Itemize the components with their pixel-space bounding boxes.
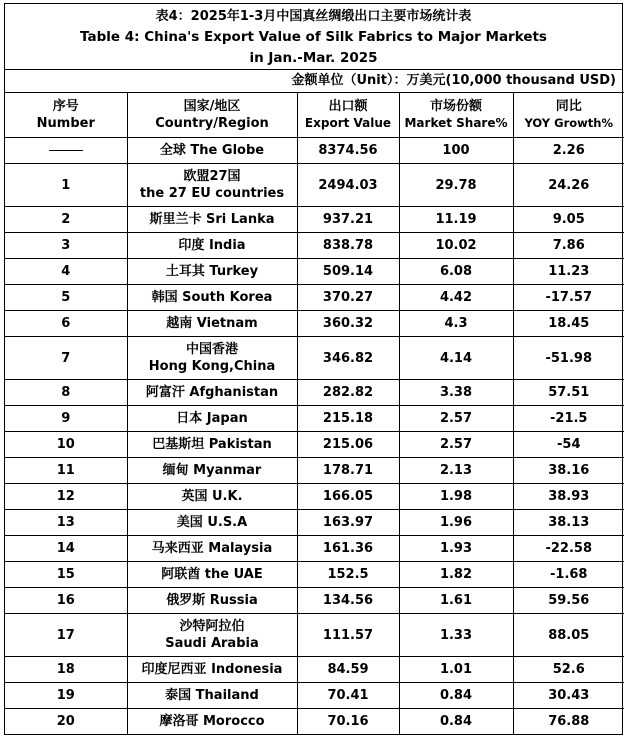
country-name-line: 全球 The Globe	[159, 143, 265, 158]
cell-yoy: 57.51	[513, 380, 624, 406]
country-name-line: 土耳其 Turkey	[165, 264, 259, 279]
cell-yoy: 11.23	[513, 259, 624, 285]
country-name-line: 英国 U.K.	[181, 489, 243, 504]
table-row	[5, 406, 624, 432]
header-share	[399, 93, 513, 138]
cell-number: 1	[5, 164, 127, 207]
cell-export: 215.18	[297, 406, 399, 432]
cell-country	[127, 207, 297, 233]
cell-yoy: -21.5	[513, 406, 624, 432]
table-row	[5, 380, 624, 406]
cell-share: 10.02	[399, 233, 513, 259]
cell-yoy: 30.43	[513, 683, 624, 709]
cell-country	[127, 588, 297, 614]
cell-number: 19	[5, 683, 127, 709]
export-table	[5, 92, 624, 734]
cell-country	[127, 311, 297, 337]
table-row	[5, 432, 624, 458]
cell-country	[127, 138, 297, 164]
cell-number: 9	[5, 406, 127, 432]
cell-share: 1.33	[399, 614, 513, 657]
country-name-line: 泰国 Thailand	[165, 688, 259, 703]
cell-yoy: -1.68	[513, 562, 624, 588]
cell-export: 509.14	[297, 259, 399, 285]
table-row	[5, 683, 624, 709]
header-share-zh: 市场份额	[429, 99, 482, 114]
country-name-line: Hong Kong,China	[148, 359, 276, 374]
country-name-line: 巴基斯坦 Pakistan	[152, 437, 272, 452]
cell-number: 7	[5, 337, 127, 380]
title-block	[5, 4, 622, 69]
cell-export: 370.27	[297, 285, 399, 311]
cell-share: 3.38	[399, 380, 513, 406]
cell-share: 11.19	[399, 207, 513, 233]
header-country	[127, 93, 297, 138]
cell-number: 5	[5, 285, 127, 311]
cell-number: 6	[5, 311, 127, 337]
cell-country	[127, 484, 297, 510]
cell-country	[127, 337, 297, 380]
cell-country	[127, 380, 297, 406]
cell-country	[127, 683, 297, 709]
cell-export: 8374.56	[297, 138, 399, 164]
table-row	[5, 138, 624, 164]
table-row	[5, 536, 624, 562]
header-number	[5, 93, 127, 138]
cell-export: 838.78	[297, 233, 399, 259]
header-share-en: Market Share%	[404, 116, 508, 130]
table-row	[5, 510, 624, 536]
cell-export: 70.16	[297, 709, 399, 735]
title-chinese: 表4：2025年1-3月中国真丝绸缎出口主要市场统计表	[155, 9, 472, 24]
country-name-line: 美国 U.S.A	[176, 515, 248, 530]
cell-share: 2.57	[399, 406, 513, 432]
cell-number: 10	[5, 432, 127, 458]
cell-share: 1.98	[399, 484, 513, 510]
cell-yoy: 76.88	[513, 709, 624, 735]
cell-export: 166.05	[297, 484, 399, 510]
cell-export: 346.82	[297, 337, 399, 380]
header-country-en: Country/Region	[155, 116, 269, 131]
cell-export: 2494.03	[297, 164, 399, 207]
cell-share: 4.3	[399, 311, 513, 337]
country-name-line: 阿富汗 Afghanistan	[145, 385, 279, 400]
cell-export: 178.71	[297, 458, 399, 484]
cell-number: 16	[5, 588, 127, 614]
table-row	[5, 259, 624, 285]
header-export-zh: 出口额	[328, 99, 368, 114]
title-english-line2: in Jan.-Mar. 2025	[249, 50, 378, 66]
table-row	[5, 562, 624, 588]
cell-number: 20	[5, 709, 127, 735]
cell-export: 111.57	[297, 614, 399, 657]
cell-yoy: 52.6	[513, 657, 624, 683]
table-row	[5, 588, 624, 614]
header-export-en: Export Value	[304, 116, 392, 130]
cell-number: 18	[5, 657, 127, 683]
cell-country	[127, 233, 297, 259]
cell-number: 13	[5, 510, 127, 536]
cell-share: 2.13	[399, 458, 513, 484]
cell-export: 84.59	[297, 657, 399, 683]
cell-share: 4.14	[399, 337, 513, 380]
table-body	[5, 138, 624, 735]
cell-number: 8	[5, 380, 127, 406]
cell-share: 4.42	[399, 285, 513, 311]
cell-export: 152.5	[297, 562, 399, 588]
cell-share: 0.84	[399, 709, 513, 735]
cell-country	[127, 536, 297, 562]
dash-mark	[49, 150, 83, 151]
cell-number: 14	[5, 536, 127, 562]
table-row	[5, 207, 624, 233]
country-name-line: 印度尼西亚 Indonesia	[141, 662, 283, 677]
cell-yoy: 18.45	[513, 311, 624, 337]
table-row	[5, 484, 624, 510]
header-number-zh: 序号	[52, 99, 79, 114]
country-name-line: 韩国 South Korea	[151, 290, 273, 305]
country-name-line: 缅甸 Myanmar	[162, 463, 262, 478]
cell-country	[127, 562, 297, 588]
cell-number: 2	[5, 207, 127, 233]
cell-country	[127, 657, 297, 683]
table-row	[5, 285, 624, 311]
cell-country	[127, 259, 297, 285]
country-name-line: 阿联酋 the UAE	[161, 567, 263, 582]
cell-number: 12	[5, 484, 127, 510]
cell-share: 2.57	[399, 432, 513, 458]
cell-yoy: 88.05	[513, 614, 624, 657]
cell-number: 11	[5, 458, 127, 484]
cell-yoy: 38.93	[513, 484, 624, 510]
cell-yoy: 24.26	[513, 164, 624, 207]
country-name-line: 日本 Japan	[176, 411, 248, 426]
cell-export: 282.82	[297, 380, 399, 406]
country-name-line: 欧盟27国	[183, 169, 241, 184]
header-row	[5, 93, 624, 138]
cell-export: 161.36	[297, 536, 399, 562]
cell-export: 163.97	[297, 510, 399, 536]
cell-export: 215.06	[297, 432, 399, 458]
cell-country	[127, 458, 297, 484]
cell-yoy: 2.26	[513, 138, 624, 164]
cell-yoy: -17.57	[513, 285, 624, 311]
cell-number: 4	[5, 259, 127, 285]
cell-yoy: 38.16	[513, 458, 624, 484]
cell-number	[5, 138, 127, 164]
country-name-line: 摩洛哥 Morocco	[159, 714, 265, 729]
unit-note: 金额单位（Unit）：万美元(10,000 thousand USD)	[5, 69, 622, 92]
header-export	[297, 93, 399, 138]
header-yoy	[513, 93, 624, 138]
cell-number: 15	[5, 562, 127, 588]
country-name-line: 中国香港	[185, 342, 238, 357]
header-yoy-zh: 同比	[555, 99, 582, 114]
header-country-zh: 国家/地区	[183, 99, 241, 114]
cell-export: 70.41	[297, 683, 399, 709]
table-row	[5, 458, 624, 484]
country-name-line: 斯里兰卡 Sri Lanka	[149, 212, 275, 227]
cell-country	[127, 614, 297, 657]
cell-share: 1.96	[399, 510, 513, 536]
cell-export: 937.21	[297, 207, 399, 233]
header-yoy-en: YOY Growth%	[524, 116, 613, 130]
cell-country	[127, 406, 297, 432]
table-row	[5, 657, 624, 683]
cell-country	[127, 285, 297, 311]
cell-export: 134.56	[297, 588, 399, 614]
cell-share: 1.82	[399, 562, 513, 588]
country-name-line: 俄罗斯 Russia	[166, 593, 258, 608]
header-number-en: Number	[36, 116, 95, 131]
cell-yoy: 7.86	[513, 233, 624, 259]
cell-country	[127, 709, 297, 735]
cell-share: 6.08	[399, 259, 513, 285]
country-name-line: 越南 Vietnam	[166, 316, 258, 331]
cell-number: 17	[5, 614, 127, 657]
cell-yoy: 59.56	[513, 588, 624, 614]
cell-number: 3	[5, 233, 127, 259]
cell-yoy: 38.13	[513, 510, 624, 536]
cell-country	[127, 432, 297, 458]
cell-yoy: -54	[513, 432, 624, 458]
cell-share: 0.84	[399, 683, 513, 709]
country-name-line: 印度 India	[178, 238, 246, 253]
cell-export: 360.32	[297, 311, 399, 337]
table-row	[5, 337, 624, 380]
cell-yoy: -51.98	[513, 337, 624, 380]
table-row	[5, 311, 624, 337]
cell-yoy: 9.05	[513, 207, 624, 233]
cell-share: 1.93	[399, 536, 513, 562]
cell-share: 1.61	[399, 588, 513, 614]
country-name-line: 沙特阿拉伯	[179, 619, 245, 634]
cell-share: 29.78	[399, 164, 513, 207]
table-row	[5, 164, 624, 207]
title-english-line1: Table 4: China's Export Value of Silk Fabrics to Major Markets	[80, 29, 547, 45]
cell-country	[127, 164, 297, 207]
table-row	[5, 233, 624, 259]
document-page	[4, 3, 623, 735]
country-name-line: 马来西亚 Malaysia	[151, 541, 273, 556]
cell-yoy: -22.58	[513, 536, 624, 562]
country-name-line: the 27 EU countries	[139, 186, 285, 201]
cell-share: 100	[399, 138, 513, 164]
table-row	[5, 709, 624, 735]
table-row	[5, 614, 624, 657]
cell-country	[127, 510, 297, 536]
cell-share: 1.01	[399, 657, 513, 683]
country-name-line: Saudi Arabia	[165, 636, 259, 651]
